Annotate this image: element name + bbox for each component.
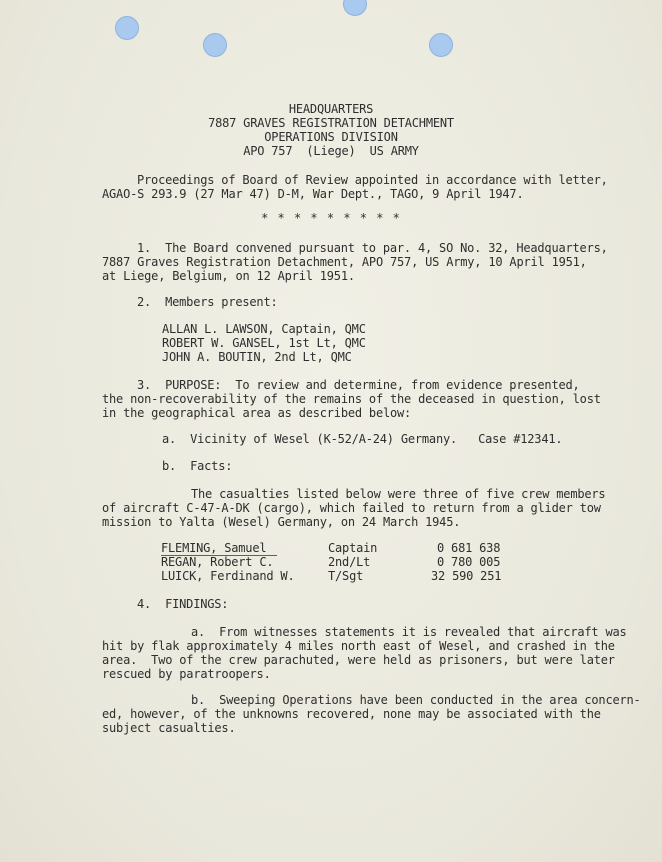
casualty-rank: 2nd/Lt — [328, 555, 371, 569]
finding-a-line-1: a. From witnesses statements it is revealed that aircraft was — [191, 625, 627, 639]
intro-line-2: AGAO-S 293.9 (27 Mar 47) D-M, War Dept., TAGO, 9 April 1947. — [102, 187, 524, 201]
casualty-serial: 32 590 251 — [431, 569, 502, 583]
header-line-2: 7887 GRAVES REGISTRATION DETACHMENT — [208, 116, 454, 130]
member-item: ALLAN L. LAWSON, Captain, QMC — [162, 322, 366, 336]
para3-line-3: in the geographical area as described below: — [102, 406, 412, 420]
casualty-serial: 0 681 638 — [437, 541, 501, 555]
intro-line-1: Proceedings of Board of Review appointed in accordance with letter, — [137, 173, 608, 187]
casualty-rank: Captain — [328, 541, 378, 555]
casualty-name: FLEMING, Samuel — [161, 542, 277, 556]
para3-line-2: the non-recoverability of the remains of the deceased in question, lost — [102, 392, 601, 406]
member-item: ROBERT W. GANSEL, 1st Lt, QMC — [162, 336, 366, 350]
finding-b-line-2: ed, however, of the unknowns recovered, none may be associated with the — [102, 707, 601, 721]
punch-hole — [115, 16, 139, 40]
member-item: JOHN A. BOUTIN, 2nd Lt, QMC — [162, 350, 352, 364]
casualty-serial: 0 780 005 — [437, 555, 501, 569]
finding-b-line-1: b. Sweeping Operations have been conducted in the area concern- — [191, 693, 641, 707]
casualty-name: LUICK, Ferdinand W. — [161, 569, 295, 583]
para1-line-1: 1. The Board convened pursuant to par. 4, SO No. 32, Headquarters, — [137, 241, 608, 255]
punch-hole — [429, 33, 453, 57]
para1-line-2: 7887 Graves Registration Detachment, APO 757, US Army, 10 April 1951, — [102, 255, 587, 269]
header-line-1: HEADQUARTERS — [288, 102, 374, 116]
facts-line-3: mission to Yalta (Wesel) Germany, on 24 March 1945. — [102, 515, 461, 529]
item-a: a. Vicinity of Wesel (K-52/A-24) Germany. Case #12341. — [162, 432, 563, 446]
para1-line-3: at Liege, Belgium, on 12 April 1951. — [102, 269, 355, 283]
finding-a-line-3: area. Two of the crew parachuted, were held as prisoners, but were later — [102, 653, 615, 667]
finding-a-line-4: rescued by paratroopers. — [102, 667, 271, 681]
header-line-3: OPERATIONS DIVISION — [264, 130, 398, 144]
separator: * * * * * * * * * — [261, 211, 401, 225]
punch-hole — [203, 33, 227, 57]
item-b: b. Facts: — [162, 459, 233, 473]
casualty-name: REGAN, Robert C. — [161, 555, 274, 569]
casualty-rank: T/Sgt — [328, 569, 364, 583]
finding-b-line-3: subject casualties. — [102, 721, 236, 735]
para4-label: 4. FINDINGS: — [137, 597, 229, 611]
finding-a-line-2: hit by flak approximately 4 miles north east of Wesel, and crashed in the — [102, 639, 615, 653]
para3-line-1: 3. PURPOSE: To review and determine, from evidence presented, — [137, 378, 580, 392]
facts-line-1: The casualties listed below were three of five crew members — [191, 487, 606, 501]
header-line-4: APO 757 (Liege) US ARMY — [243, 144, 419, 158]
facts-line-2: of aircraft C-47-A-DK (cargo), which failed to return from a glider tow — [102, 501, 601, 515]
para2-label: 2. Members present: — [137, 295, 278, 309]
